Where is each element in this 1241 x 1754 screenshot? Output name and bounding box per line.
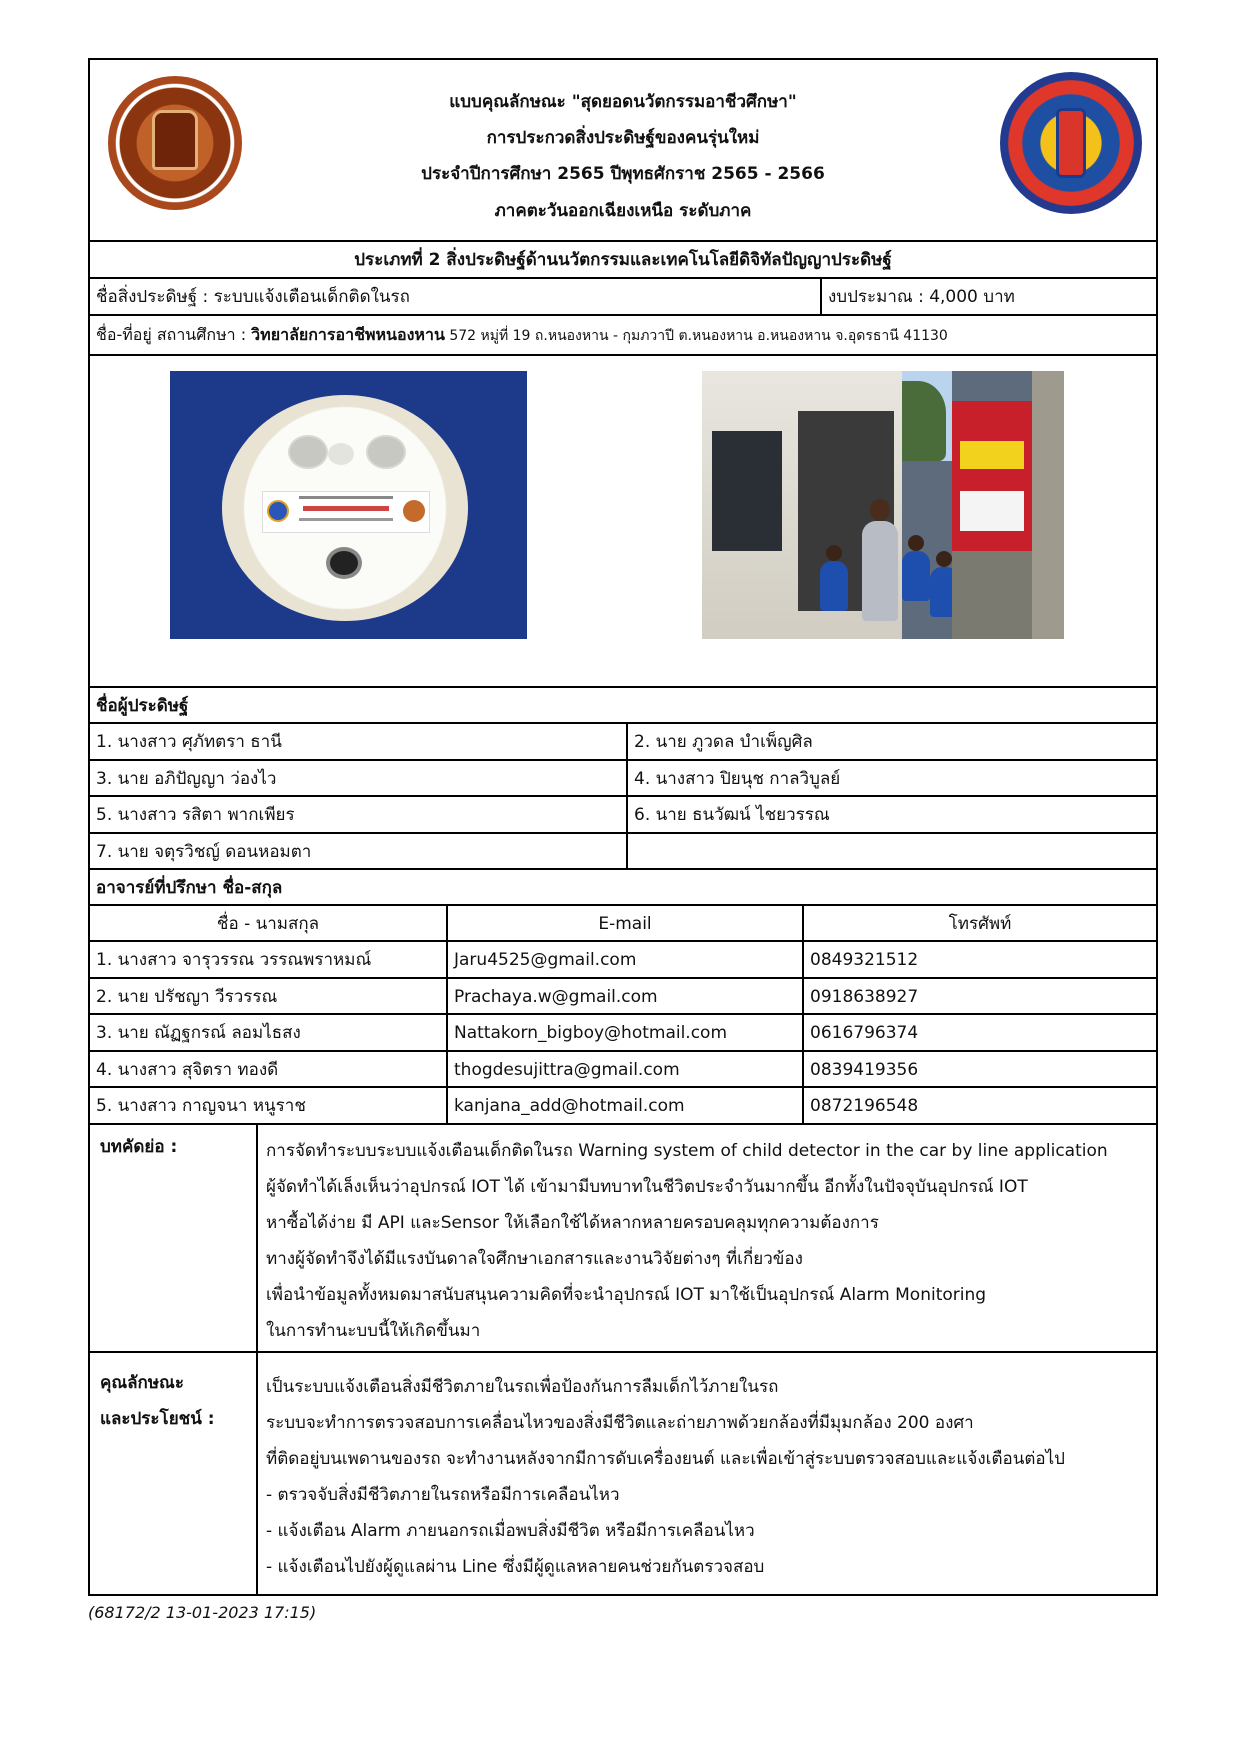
abstract-line: ผู้จัดทำได้เล็งเห็นว่าอุปกรณ์ IOT ได้ เข้ามามีบทบาทในชีวิตประจำวันมากขึ้น อีกทั้งในปัจจุบันอุปกรณ์ IOT — [266, 1177, 1028, 1197]
advisor-phone: 0872196548 — [810, 1096, 919, 1116]
advisor-name: 2. นาย ปรัชญา วีรวรรณ — [96, 987, 278, 1007]
features-section — [90, 1353, 1156, 1594]
address-row — [90, 316, 1156, 356]
features-line: - แจ้งเตือน Alarm ภายนอกรถเมื่อพบสิ่งมีชีวิต หรือมีการเคลือนไหว — [266, 1521, 755, 1541]
advisor-name: 4. นางสาว สุจิตรา ทองดี — [96, 1060, 279, 1080]
form-title: แบบคุณลักษณะ "สุดยอดนวัตกรรมอาชีวศึกษา" — [449, 92, 797, 112]
advisor-name: 3. นาย ณัฏฐกรณ์ ลอมไธสง — [96, 1023, 301, 1043]
advisor-row — [90, 979, 1156, 1015]
inventors-title: ชื่อผู้ประดิษฐ์ — [96, 696, 189, 716]
academic-year: ประจำปีการศึกษา 2565 ปีพุทธศักราช 2565 - 2566 — [421, 164, 825, 184]
advisor-email: Prachaya.w@gmail.com — [454, 987, 658, 1007]
advisor-row — [90, 942, 1156, 979]
features-line: ระบบจะทำการตรวจสอบการเคลื่อนไหวของสิ่งมีชีวิตและถ่ายภาพด้วยกล้องที่มีมุมกล้อง 200 องศา — [266, 1413, 974, 1433]
header-section — [90, 60, 1156, 242]
address-detail: 572 หมู่ที่ 19 ถ.หนองหาน - กุมภวาปี ต.หนองหาน อ.หนองหาน จ.อุดรธานี 41130 — [444, 328, 948, 344]
features-label-line2: และประโยชน์ : — [100, 1409, 215, 1429]
inventor-name: 5. นางสาว รสิตา พากเพียร — [96, 805, 295, 825]
advisor-row — [90, 1088, 1156, 1125]
advisor-email: thogdesujittra@gmail.com — [454, 1060, 680, 1080]
advisor-name: 1. นางสาว จารุวรรณ วรรณพราหมณ์ — [96, 950, 372, 970]
abstract-label: บทคัดย่อ : — [100, 1137, 178, 1157]
features-line: ที่ติดอยู่บนเพดานของรถ จะทำงานหลังจากมีการดับเครื่องยนต์ และเพื่อเข้าสู่ระบบตรวจสอบและแจ้งเตือนต่อไป — [266, 1449, 1065, 1469]
address-label: ชื่อ-ที่อยู่ สถานศึกษา : — [96, 325, 252, 344]
abstract-line: เพื่อนำข้อมูลทั้งหมดมาสนับสนุนความคิดที่จะนำอุปกรณ์ IOT มาใช้เป็นอุปกรณ์ Alarm Monitoring — [266, 1285, 987, 1305]
category-row — [90, 242, 1156, 279]
inventor-name: 2. นาย ภูวดล บำเพ็ญศิล — [634, 732, 813, 752]
advisor-email: Nattakorn_bigboy@hotmail.com — [454, 1023, 728, 1043]
inventor-name: 4. นางสาว ปิยนุช กาลวิบูลย์ — [634, 769, 841, 789]
contest-title: การประกวดสิ่งประดิษฐ์ของคนรุ่นใหม่ — [486, 128, 760, 148]
inventor-row — [90, 761, 1156, 797]
advisor-phone: 0849321512 — [810, 950, 919, 970]
abstract-section — [90, 1125, 1156, 1353]
school-name: วิทยาลัยการอาชีพหนองหาน — [251, 325, 445, 344]
advisor-phone: 0616796374 — [810, 1023, 919, 1043]
advisors-title: อาจารย์ที่ปรึกษา ชื่อ-สกุล — [96, 878, 283, 898]
region-level: ภาคตะวันออกเฉียงเหนือ ระดับภาค — [494, 201, 752, 221]
photos-row — [90, 356, 1156, 688]
column-header-name: ชื่อ - นามสกุล — [216, 914, 320, 934]
document-footer: (68172/2 13-01-2023 17:15) — [88, 1603, 317, 1622]
features-line: - ตรวจจับสิ่งมีชีวิตภายในรถหรือมีการเคลือนไหว — [266, 1485, 620, 1505]
advisor-name: 5. นางสาว กาญจนา หนูราช — [96, 1096, 306, 1116]
van-children-photo — [702, 371, 1064, 639]
junior-inventor-logo-icon — [1000, 72, 1142, 214]
category-title: ประเภทที่ 2 สิ่งประดิษฐ์ด้านนวัตกรรมและเทคโนโลยีดิจิทัลปัญญาประดิษฐ์ — [354, 250, 892, 270]
features-line: - แจ้งเตือนไปยังผู้ดูแลผ่าน Line ซึ่งมีผู้ดูแลหลายคนช่วยกันตรวจสอบ — [266, 1557, 765, 1577]
abstract-line: ทางผู้จัดทำจึงได้มีแรงบันดาลใจศึกษาเอกสารและงานวิจัยต่างๆ ที่เกี่ยวข้อง — [266, 1249, 803, 1269]
column-header-phone: โทรศัพท์ — [948, 914, 1012, 934]
inventors-title-row — [90, 688, 1156, 724]
advisor-table-header — [90, 906, 1156, 942]
abstract-line: การจัดทำระบบระบบแจ้งเตือนเด็กติดในรถ Warning system of child detector in the car by line application — [266, 1141, 1108, 1161]
invention-name: ชื่อสิ่งประดิษฐ์ : ระบบแจ้งเตือนเด็กติดในรถ — [96, 287, 410, 307]
advisor-row — [90, 1052, 1156, 1088]
features-label-line1: คุณลักษณะ — [100, 1373, 184, 1393]
advisor-row — [90, 1015, 1156, 1052]
advisor-phone: 0918638927 — [810, 987, 919, 1007]
inventor-row — [90, 724, 1156, 761]
abstract-line: ในการทำนะบบนี้ให้เกิดขึ้นมา — [266, 1321, 481, 1341]
device-photo — [170, 371, 527, 639]
advisors-title-row — [90, 870, 1156, 906]
features-line: เป็นระบบแจ้งเตือนสิ่งมีชีวิตภายในรถเพื่อป้องกันการลืมเด็กไว้ภายในรถ — [266, 1377, 779, 1397]
invention-row — [90, 279, 1156, 316]
advisor-email: kanjana_add@hotmail.com — [454, 1096, 685, 1116]
column-header-email: E-mail — [598, 914, 652, 934]
inventor-name: 3. นาย อภิปัญญา ว่องไว — [96, 769, 277, 789]
inventor-row — [90, 797, 1156, 834]
inventor-row — [90, 834, 1156, 870]
inventor-name: 1. นางสาว ศุภัทตรา ธานี — [96, 732, 282, 752]
school-address — [96, 327, 948, 343]
abstract-line: หาซื้อได้ง่าย มี API และSensor ให้เลือกใช้ได้หลากหลายครอบคลุมทุกความต้องการ — [266, 1213, 879, 1233]
inventor-name: 7. นาย จตุรวิชญ์ ดอนหอมตา — [96, 842, 312, 862]
advisor-email: Jaru4525@gmail.com — [454, 950, 637, 970]
invention-budget: งบประมาณ : 4,000 บาท — [828, 287, 1015, 307]
form-container — [88, 58, 1158, 1596]
advisor-phone: 0839419356 — [810, 1060, 919, 1080]
inventor-name: 6. นาย ธนวัฒน์ ไชยวรรณ — [634, 805, 830, 825]
